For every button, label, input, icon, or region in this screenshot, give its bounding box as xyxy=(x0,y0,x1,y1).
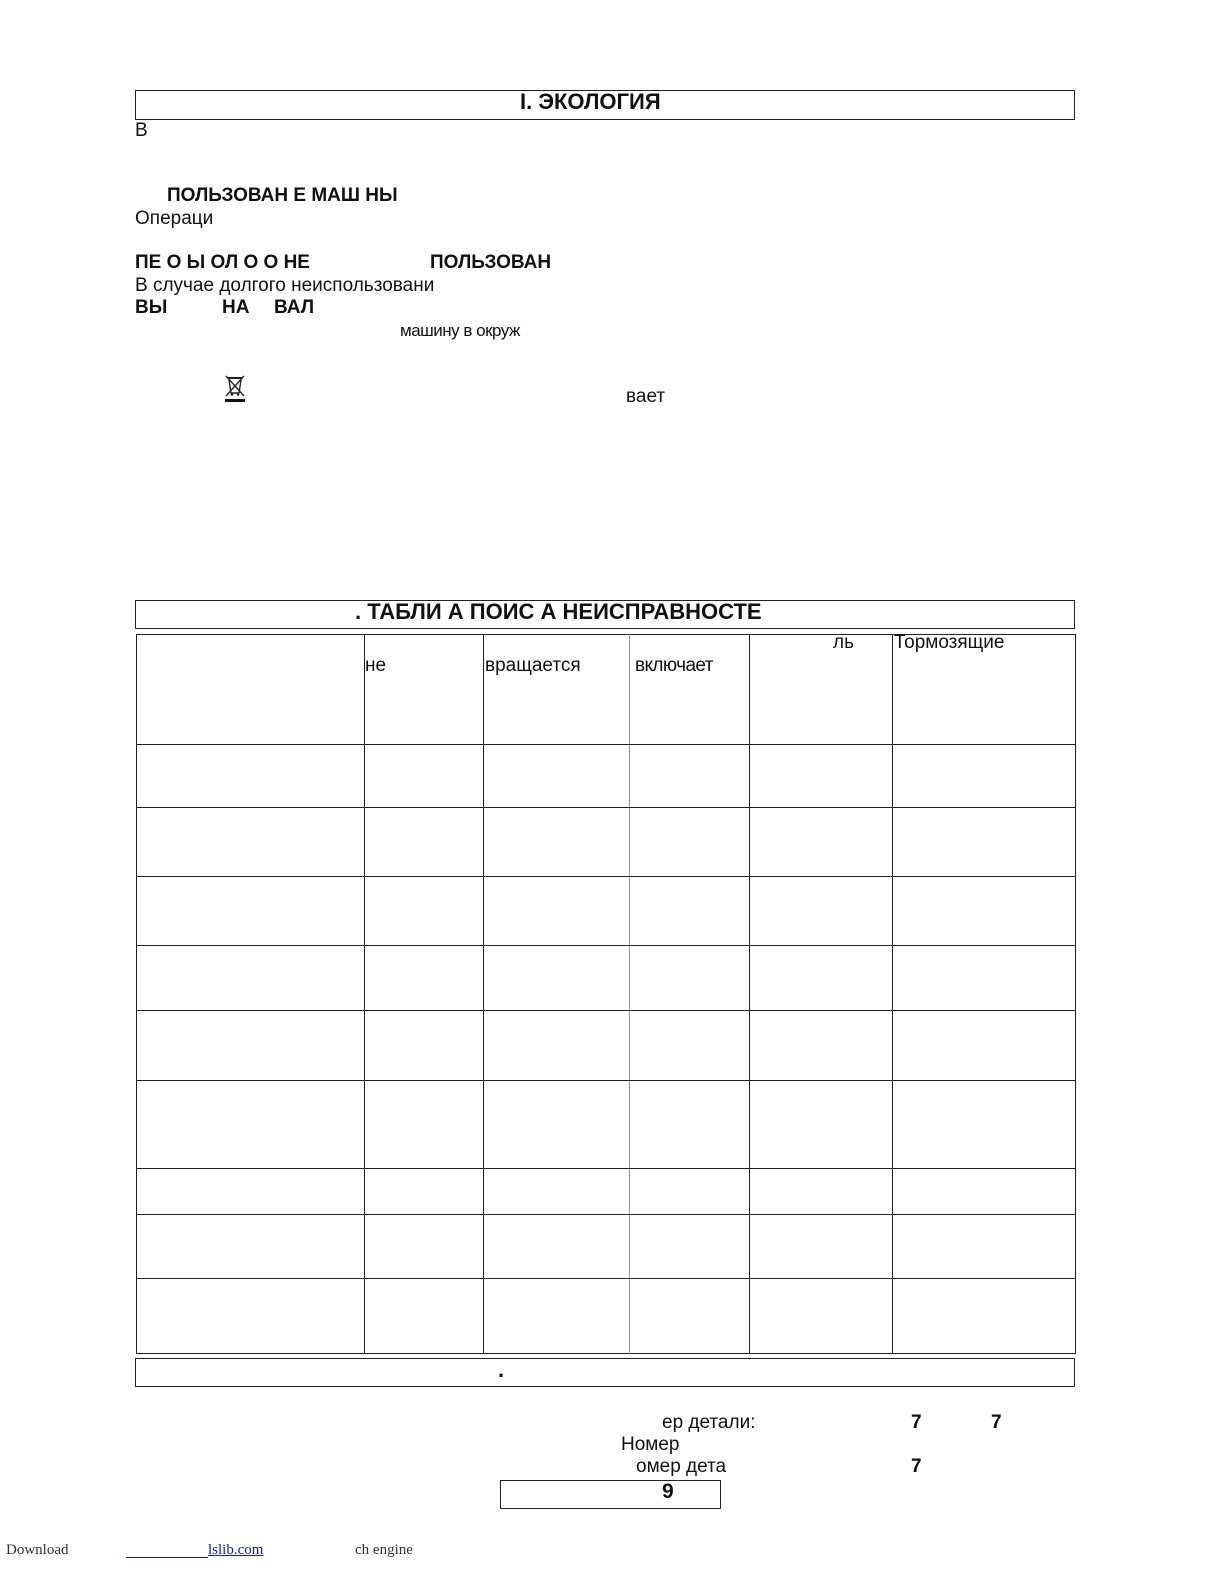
page-number-box xyxy=(500,1480,721,1509)
part-number-label: ер детали: xyxy=(662,1412,756,1433)
footer-suffix: ch engine xyxy=(355,1542,413,1558)
part-number-value: 7 xyxy=(911,1412,922,1433)
part-number-value: 7 xyxy=(991,1412,1002,1433)
idle-text: В случае долгого неиспользовани xyxy=(135,275,435,296)
idle-heading-part-a: ПЕ О Ы ОЛ О О НЕ xyxy=(135,252,310,273)
section-three-title: . xyxy=(498,1357,505,1382)
table-row-divider xyxy=(136,1168,1076,1169)
footer-prefix: Download xyxy=(6,1542,69,1558)
ecology-intro: В xyxy=(135,120,148,141)
unplug-word-a: ВЫ xyxy=(135,297,168,318)
section-three-title-box xyxy=(135,1358,1075,1387)
table-column-divider xyxy=(749,634,750,1354)
table-row-divider xyxy=(136,945,1076,946)
number-label: Номер xyxy=(621,1434,680,1455)
table-header-cell: не xyxy=(365,655,387,676)
table-row-divider xyxy=(136,1010,1076,1011)
part-number-label-2: омер дета xyxy=(636,1456,727,1477)
table-column-divider xyxy=(892,634,893,1354)
usage-text: Операци xyxy=(135,208,214,229)
unplug-word-b: НА xyxy=(222,297,250,318)
section-ecology-title: I. ЭКОЛОГИЯ xyxy=(520,89,661,114)
environment-text: машину в окруж xyxy=(400,321,520,340)
part-number-value: 7 xyxy=(911,1456,922,1477)
table-header-cell: Тормозящие xyxy=(894,632,1005,653)
table-header-cell: включает xyxy=(635,655,713,676)
page-number: 9 xyxy=(662,1480,674,1503)
table-column-divider xyxy=(629,634,630,1354)
usage-heading: ПОЛЬЗОВАН Е МАШ НЫ xyxy=(167,185,398,206)
table-row-divider xyxy=(136,744,1076,745)
table-row-divider xyxy=(136,1080,1076,1081)
section-troubleshooting-title: . ТАБЛИ А ПОИС А НЕИСПРАВНОСТЕ xyxy=(355,599,762,624)
idle-heading-part-b: ПОЛЬЗОВАН xyxy=(430,252,552,273)
table-header-cell: вращается xyxy=(485,655,581,676)
table-column-divider xyxy=(483,634,484,1354)
table-header-cell: ль xyxy=(833,632,854,653)
table-row-divider xyxy=(136,807,1076,808)
table-column-divider xyxy=(364,634,365,1354)
weee-text: вает xyxy=(626,386,666,407)
table-row-divider xyxy=(136,1278,1076,1279)
footer-link-underline xyxy=(126,1542,208,1558)
footer-link[interactable]: lslib.com xyxy=(208,1542,264,1558)
troubleshooting-table xyxy=(136,634,1076,1354)
table-row-divider xyxy=(136,1214,1076,1215)
unplug-word-c: ВАЛ xyxy=(274,297,315,318)
table-row-divider xyxy=(136,876,1076,877)
crossed-out-wheelie-bin-icon xyxy=(223,373,247,403)
